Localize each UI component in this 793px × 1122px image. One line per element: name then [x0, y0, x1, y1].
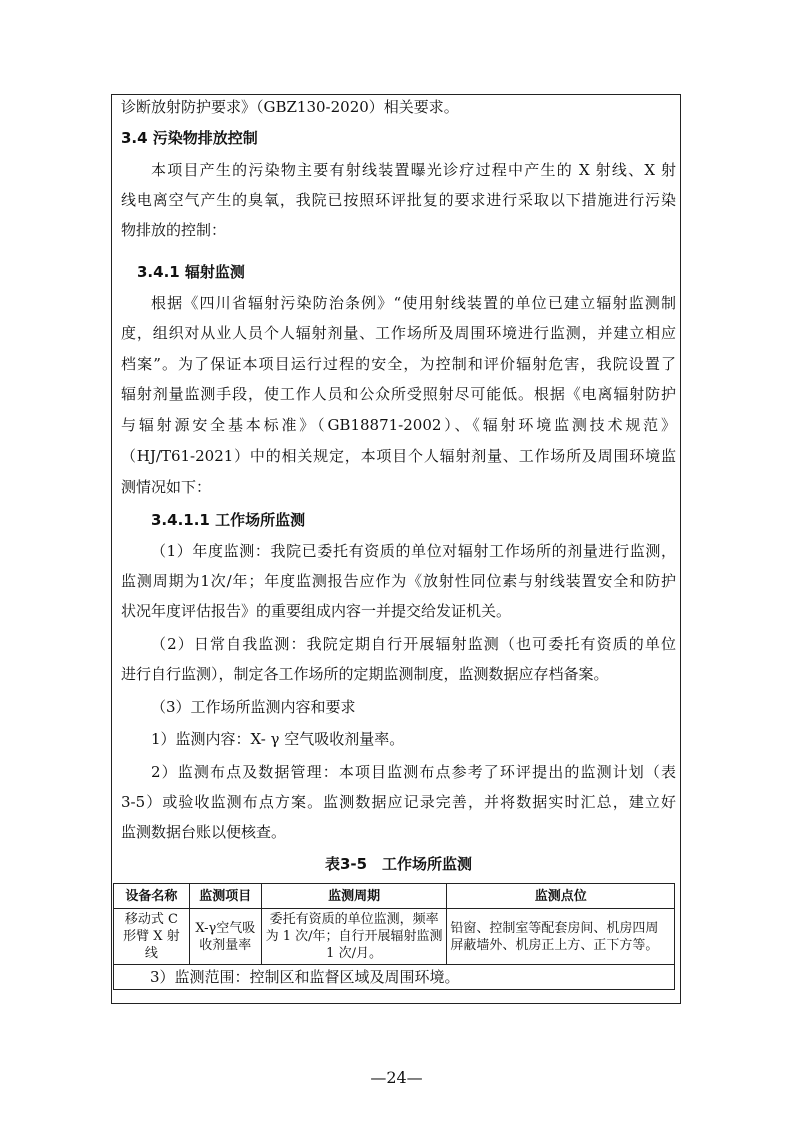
section-heading-3-4-1-1: 3.4.1.1 工作场所监测 — [151, 511, 306, 529]
paragraph-line: 辐射剂量监测手段，使工作人员和公众所受照射尽可能低。根据《电离辐射防护 — [121, 385, 676, 403]
table-caption: 表3-5 工作场所监测 — [324, 855, 473, 873]
paragraph-line: 根据《四川省辐射污染防治条例》“使用射线装置的单位已建立辐射监测制 — [151, 294, 676, 312]
table-header-cell: 监测点位 — [447, 884, 675, 909]
paragraph-line: 与辐射源安全基本标准》（GB18871-2002）、《辐射环境监测技术规范》 — [121, 416, 676, 434]
paragraph-line: 3-5）或验收监测布点方案。监测数据应记录完善，并将数据实时汇总，建立好 — [121, 793, 676, 811]
table-footer-cell: 3）监测范围：控制区和监督区域及周围环境。 — [114, 965, 675, 990]
paragraph-line: （1）年度监测：我院已委托有资质的单位对辐射工作场所的剂量进行监测， — [151, 542, 676, 560]
paragraph-line: 物排放的控制： — [121, 221, 227, 239]
table-cell: 委托有资质的单位监测，频率为 1 次/年；自行开展辐射监测 1 次/月。 — [261, 909, 447, 965]
paragraph-line: 线电离空气产生的臭氧，我院已按照环评批复的要求进行采取以下措施进行污染 — [121, 191, 676, 209]
monitoring-table — [113, 883, 675, 990]
table-header-cell: 监测周期 — [261, 884, 447, 909]
table-cell: X-γ空气吸收剂量率 — [189, 909, 261, 965]
paragraph-line: 2）监测布点及数据管理：本项目监测布点参考了环评提出的监测计划（表 — [151, 763, 676, 781]
table-footer-row — [114, 965, 675, 990]
page-number: —24— — [370, 1068, 423, 1087]
table-row — [114, 909, 675, 965]
table-header-row — [114, 884, 675, 909]
paragraph-line: 本项目产生的污染物主要有射线装置曝光诊疗过程中产生的 X 射线、X 射 — [151, 161, 676, 179]
paragraph-line: 诊断放射防护要求》（GBZ130-2020）相关要求。 — [121, 98, 459, 116]
paragraph-line: 状况年度评估报告》的重要组成内容一并提交给发证机关。 — [121, 602, 512, 620]
section-heading-3-4-1: 3.4.1 辐射监测 — [137, 263, 245, 281]
paragraph-line: 测情况如下： — [121, 478, 212, 496]
paragraph-line: （HJ/T61-2021）中的相关规定，本项目个人辐射剂量、工作场所及周围环境监 — [121, 447, 676, 465]
table-header-cell: 设备名称 — [114, 884, 190, 909]
paragraph-line: 监测周期为1次/年；年度监测报告应作为《放射性同位素与射线装置安全和防护 — [121, 572, 676, 590]
paragraph-line: 度，组织对从业人员个人辐射剂量、工作场所及周围环境进行监测，并建立相应 — [121, 324, 676, 342]
paragraph-line: （3）工作场所监测内容和要求 — [151, 698, 356, 716]
paragraph-line: 1）监测内容：X- γ 空气吸收剂量率。 — [151, 730, 405, 748]
table-cell: 铅窗、控制室等配套房间、机房四周屏蔽墙外、机房正上方、正下方等。 — [447, 909, 675, 965]
table-header-cell: 监测项目 — [189, 884, 261, 909]
table-cell: 移动式 C 形臂 X 射线 — [114, 909, 190, 965]
paragraph-line: 监测数据台账以便核查。 — [121, 823, 287, 841]
paragraph-line: 档案”。为了保证本项目运行过程的安全，为控制和评价辐射危害，我院设置了 — [121, 355, 676, 373]
paragraph-line: 进行自行监测），制定各工作场所的定期监测制度，监测数据应存档备案。 — [121, 665, 609, 683]
section-heading-3-4: 3.4 污染物排放控制 — [121, 129, 258, 147]
paragraph-line: （2）日常自我监测：我院定期自行开展辐射监测（也可委托有资质的单位 — [151, 635, 676, 653]
